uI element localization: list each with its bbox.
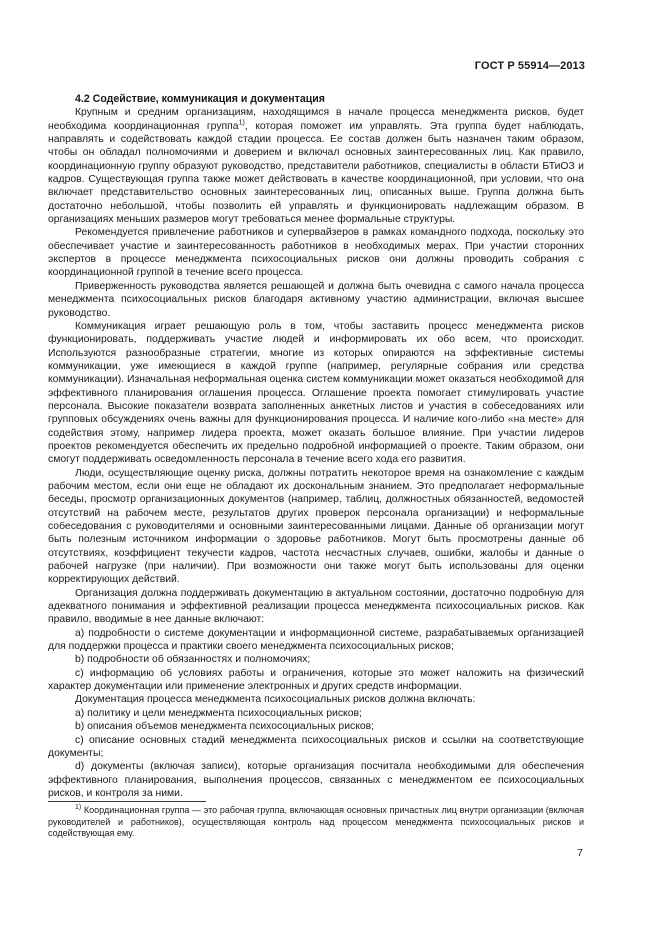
section-title: 4.2 Содействие, коммуникация и документация: [75, 93, 325, 105]
list-item: c) информацию об условиях работы и ограничения, которые это может наложить на физический характер документации или применение электронных и других средств информации.: [48, 667, 584, 693]
paragraph-documentation: Организация должна поддерживать документацию в актуальном состоянии, достаточно подробную для адекватного понимания и эффективной реализации процесса менеджмента психосоциальных рисков. Как правило, вводимые в нее данные включают:: [48, 587, 584, 626]
footnote-reference: 1): [238, 119, 245, 127]
list-item: а) политику и цели менеджмента психосоциальных рисков;: [75, 707, 362, 719]
list-item: d) документы (включая записи), которые организация посчитала необходимыми для обеспечения эффективного планирования, выполнения процессов, связанных с менеджментом ее психосоциальных рисков, и контроля за ними.: [48, 761, 584, 799]
document-code: ГОСТ Р 55914—2013: [474, 60, 585, 72]
paragraph-coordination-group: [48, 106, 584, 226]
paragraph-worker-involvement: Рекомендуется привлечение работников и супервайзеров в рамках командного подхода, поскольку это обеспечивает участие и заинтересованность работников в необходимых мерах. При участии сторонних экспертов в процессе менеджмента психосоциальных рисков они должны проводить собрания с координационной группой в течение всего процесса.: [48, 227, 584, 279]
list-item: c) описание основных стадий менеджмента психосоциальных рисков и ссылки на соответствующие документы;: [48, 734, 584, 759]
paragraph-communication: Коммуникация играет решающую роль в том, чтобы заставить процесс менеджмента рисков функционировать, поддерживать участие людей и информировать их обо всем, что происходит. Используются разнообразные стратегии, многие из которых опираются на эффективные системы коммуникации, уже имеющиеся в каждой группе (например, регулярные собрания или средства коммуникации). Изначальная неформальная оценка систем коммуникации может оказаться необходимой для эффективного планирования оглашения процесса. Оглашение проекта помогает стимулировать участие персонала. Высокие показатели возврата заполненных анкетных листов и участия в собеседованиях или групповых обсуждениях очень важны для функционирования процесса. И наличие кого-либо «на месте» для содействия этому, например лидера проекта, может оказать большое влияние. При участии лидеров проектов рекомендуется обеспечить их предельно подробной информацией о проекте. Таким образом, они смогут поддерживать осведомленность персонала в течение всего хода его развития.: [48, 320, 584, 466]
paragraph-risk-assessors: Люди, осуществляющие оценку риска, должны потратить некоторое время на ознакомление с каждым рабочим местом, если они еще не обладают их доскональным знанием. Это предполагает неформальные беседы, просмотр организационных документов (например, таблиц, должностных обязанностей, ведомостей отсутствий на рабочем месте, результатов других проверок персонала организации) и неформальные собеседования с руководителями и основными заинтересованными лицами. Данные об организации могут быть полезным источником информации о здоровье работников. Могут быть просмотрены данные об отсутствиях, коэффициент текучести кадров, частота несчастных случаев, ошибки, жалобы и данные о рабочей нагрузке (при наличии). При возможности они также могут быть использованы для оценки корректирующих действий.: [48, 467, 584, 586]
footnote-text: [48, 805, 584, 840]
main-content: [48, 93, 584, 800]
paragraph-management-commitment: Приверженность руководства является решающей и должна быть очевидна с самого начала процесса менеджмента психосоциальных рисков благодаря активному участию администрации, включая высшее руководство.: [48, 280, 584, 319]
footnote-marker: 1): [75, 804, 82, 811]
paragraph-text: , которая поможет им управлять. Эта группа будет наблюдать, направлять и содействовать каждой стадии процесса. Ее состав должен быть назначен таким образом, чтобы он обладал полномочиями и доверием и включал основных заинтересованных лиц. Как правило, координационную группу образуют руководство, представители работников, специалисты в области БТиОЗ и кадров. Существующая группа также может действовать в качестве координационной, при условии, что она включает представительство основных заинтересованных лиц, описанных выше. Группа должна быть достаточно небольшой, чтобы позволить ей управлять и функционировать надлежащим образом. В организациях меньших размеров могут требоваться менее формальные структуры.: [48, 120, 584, 226]
list-item: b) описания объемов менеджмента психосоциальных рисков;: [75, 721, 375, 733]
footnote-body: Координационная группа — это рабочая группа, включающая основных причастных лиц внутри организации (включая руководителей и работников), осуществляющая контроль над процессом менеджмента психосоциальных рисков и содействующая ему.: [48, 805, 584, 839]
list-item: а) подробности о системе документации и информационной системе, разрабатываемых организацией для поддержки процесса и практики своего менеджмента психосоциальных рисков;: [48, 627, 584, 653]
footnote: [48, 805, 584, 840]
paragraph-documentation-contents: Документация процесса менеджмента психосоциальных рисков должна включать:: [75, 694, 476, 706]
list-item: b) подробности об обязанностях и полномочиях;: [75, 654, 311, 666]
paragraph-text: Крупным и средним организациям, находящимся в начале процесса менеджмента рисков, будет необходима координационная группа: [48, 107, 584, 132]
page-number: 7: [577, 847, 583, 859]
footnote-divider: [48, 801, 206, 802]
